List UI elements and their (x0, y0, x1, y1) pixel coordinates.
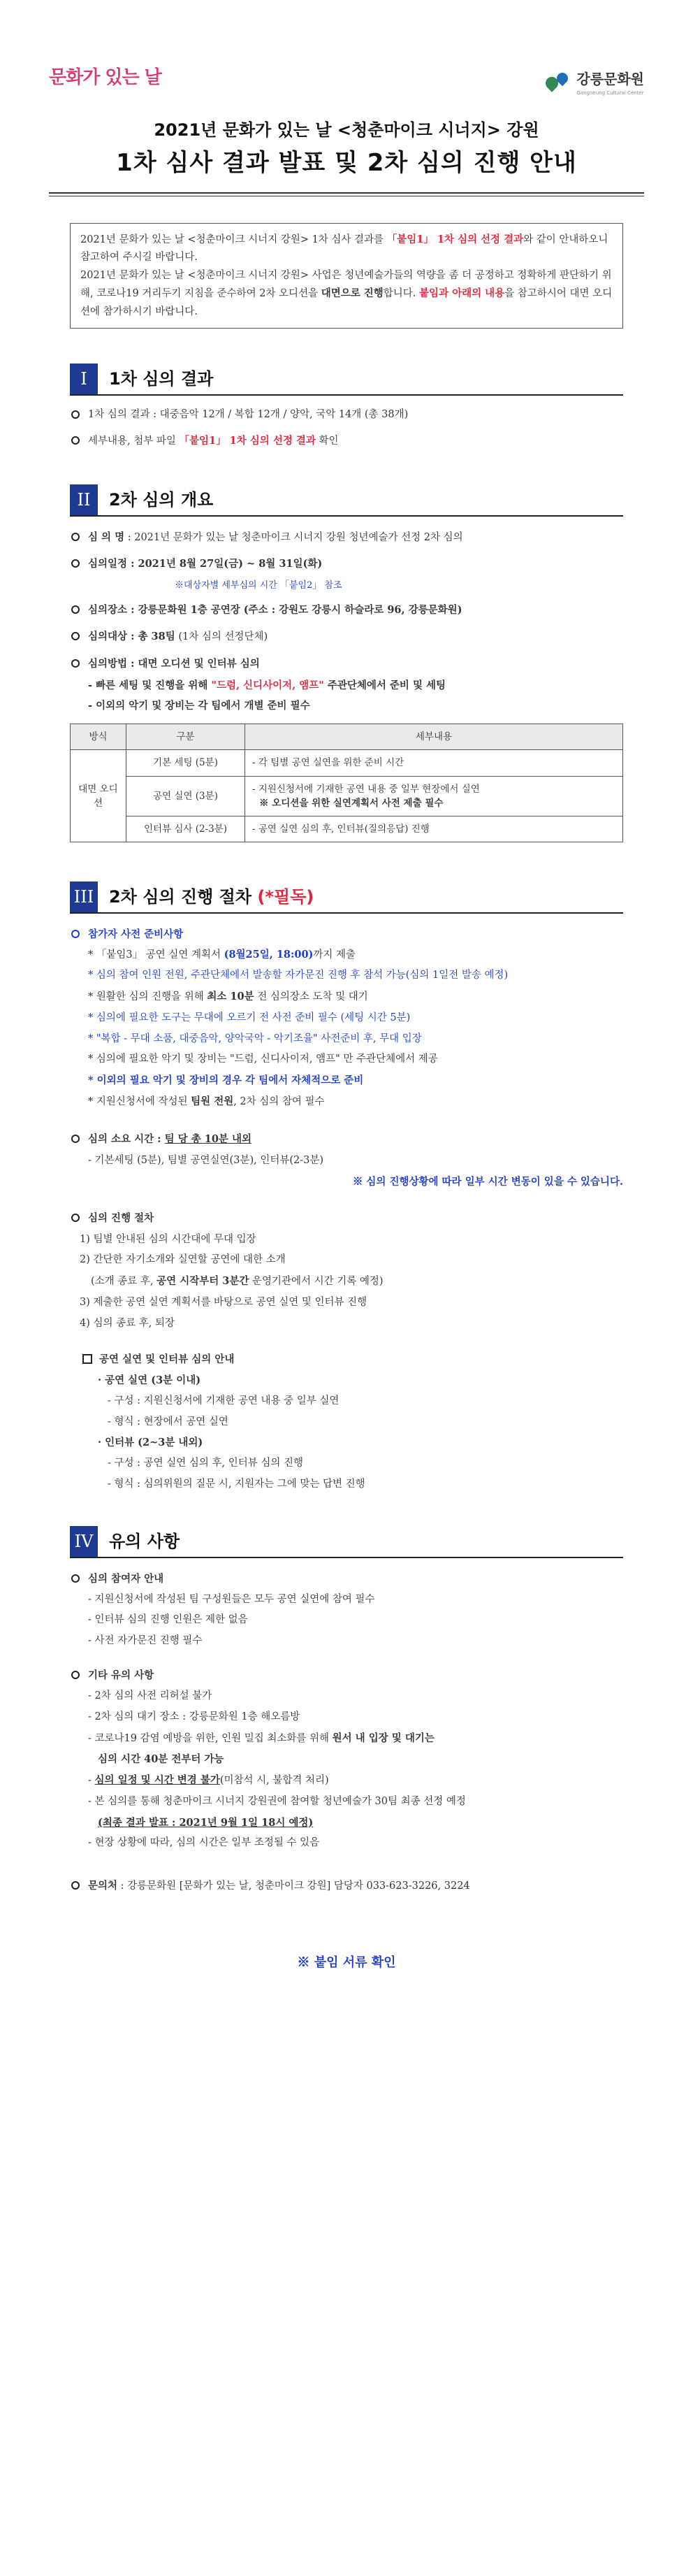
list-item: 1차 심의 결과 : 대중음악 12개 / 복합 12개 / 양악, 국악 14개 (총 38개) (70, 407, 623, 423)
attachment-note: ※ 붙임 서류 확인 (297, 1955, 396, 1971)
audition-table: 방식 구분 세부내용 대면 오디션 기본 세팅 (5분) - 각 팀별 공연 실연을 위한 준비 시간 공연 실연 (3분) - 지원신청서에 기재한 공연 내용 중 일부 현장에서 실연 ※ 오디션을 위한 실연계획서 사전 제출 필수 인터뷰 심사 (2-3분) - 공연 실연 심의 후, 인터뷰(질의응답) 진행 (70, 724, 623, 842)
divider (49, 192, 644, 194)
section-1-body (70, 407, 623, 449)
prep-item: * 원활한 심의 진행을 위해 최소 10분 전 심의장소 도착 및 대기 (88, 991, 368, 1003)
prep-item: * "복합 - 무대 소품, 대중음악, 양악국악 - 악기조율" 사전준비 후, 무대 입장 (88, 1032, 422, 1044)
circle-bullet-icon (71, 1214, 80, 1222)
section-header-1: I 1차 심의 결과 (70, 364, 623, 396)
list-item: 참가자 사전 준비사항 (70, 926, 623, 942)
list-item: 심의방법 : 대면 오디션 및 인터뷰 심의 (70, 656, 623, 672)
list-item: 심의대상 : 총 38팀 (1차 심의 선정단체) (70, 628, 623, 645)
guide-title: 공연 실연 및 인터뷰 심의 안내 (70, 1352, 623, 1367)
section-header-2: II 2차 심의 개요 (70, 484, 623, 517)
table-row: 인터뷰 심사 (2-3분) - 공연 실연 심의 후, 인터뷰(질의응답) 진행 (71, 816, 623, 842)
section-3-body: 참가자 사전 준비사항 * 「붙임3」 공연 실연 계획서 (8월25일, 18:00)까지 제출 * 심의 참여 인원 전원, 주관단체에서 발송할 자가문진 진행 후 참석 가능(심의 1일전 발송 예정) * 원활한 심의 진행을 위해 최소 10분 전 심의장소 도착 및 대기 * 심의에 필요한 도구는 무대에 오르기 전 사전 준비 필수 (세팅 시간 5분) * "복합 - 무대 소품, 대중음악, 양악국악 - 악기조율" 사전준비 후, 무대 입장 * 심의에 필요한 악기 및 장비는 "드럼, 신디사이저, 앰프" 만 주관단체에서 제공 * 이외의 필요 악기 및 장비의 경우 각 팀에서 자체적으로 준비 * 지원신청서에 작성된 팀원 전원, 2차 심의 참여 필수 심의 소요 시간 : 팀 당 총 10분 내외 - 기본세팅 (5분), 팀별 공연실연(3분), 인터뷰(2-3분) ※ 심의 진행상황에 따라 일부 시간 변동이 있을 수 있습니다. 심의 진행 절차 1) 팀별 안내된 심의 시간대에 무대 입장 2) 간단한 자기소개와 실연할 공연에 대한 소개 (소개 종료 후, 공연 시작부터 3분간 운영기관에서 시간 기록 예정) 3) 제출한 공연 실연 계획서를 바탕으로 공연 실연 및 인터뷰 진행 4) 심의 종료 후, 퇴장 공연 실연 및 인터뷰 심의 안내 · 공연 실연 (3분 이내) - 구성 : 지원신청서에 기재한 공연 내용 중 일부 실연 - 형식 : 현장에서 공연 실연 · 인터뷰 (2~3분 내외) - 구성 : 공연 실연 심의 후, 인터뷰 심의 진행 - 형식 : 심의위원의 질문 시, 지원자는 그에 맞는 답변 진행 (70, 926, 623, 1492)
circle-bullet-icon (71, 559, 80, 568)
circle-bullet-icon (71, 436, 80, 445)
circle-bullet-icon (71, 605, 80, 614)
method-detail: - 빠른 세팅 및 진행을 위해 "드럼, 신디사이저, 앰프" 주관단체에서 준비 및 세팅 (88, 679, 446, 691)
prep-item: * 심의에 필요한 악기 및 장비는 "드럼, 신디사이저, 앰프" 만 주관단체에서 제공 (88, 1053, 438, 1065)
culture-day-logo: 문화가 있는 날 (49, 67, 161, 88)
prep-item: * 「붙임3」 공연 실연 계획서 (8월25일, 18:00)까지 제출 (88, 948, 356, 960)
list-item: 세부내용, 첨부 파일 「붙임1」 1차 심의 선정 결과 확인 (70, 433, 623, 449)
section-4-body: 심의 참여자 안내 - 지원신청서에 작성된 팀 구성원들은 모두 공연 실연에 참여 필수 - 인터뷰 심의 진행 인원은 제한 없음 - 사전 자가문진 진행 필수 기타 유의 사항 - 2차 심의 사전 리허설 불가 - 2차 심의 대기 장소 : 강릉문화원 1층 해오름방 - 코로나19 감염 예방을 위한, 인원 밀집 최소화를 위해 원서 내 입장 및 대기는 심의 시간 40분 전부터 가능 - 심의 일정 및 시간 변경 불가(미참석 시, 불합격 처리) - 본 심의를 통해 청춘마이크 시너지 강원권에 참여할 청년예술가 30팀 최종 선정 예정 (최종 결과 발표 : 2021년 9월 1일 18시 예정) - 현장 상황에 따라, 심의 시간은 일부 조정될 수 있음 문의처 : 강릉문화원 [문화가 있는 날, 청춘마이크 강원] 담당자 033-623-3226, 3224 ※ 붙임 서류 확인 (70, 1571, 623, 1973)
contact-info: 문의처 : 강릉문화원 [문화가 있는 날, 청춘마이크 강원] 담당자 033-623-3226, 3224 (70, 1878, 623, 1894)
intro-box: 2021년 문화가 있는 날 <청춘마이크 시너지 강원> 1차 심사 결과를 「붙임1」 1차 심의 선정 결과와 같이 안내하오니 참고하여 주시길 바랍니다. 2021년 문화가 있는 날 <청춘마이크 시너지 강원> 사업은 청년예술가들의 역량을 좀 더 공정하고 정확하게 판단하기 위해, 코로나19 거리두기 지침을 준수하여 2차 오디션을 대면으로 진행합니다. 붙임과 아래의 내용을 참고하시어 대면 오디션에 참가하시기 바랍니다. (70, 223, 623, 329)
prep-item: * 이외의 필요 악기 및 장비의 경우 각 팀에서 자체적으로 준비 (88, 1074, 364, 1087)
logo-mark-icon (546, 73, 571, 92)
prep-item: * 지원신청서에 작성된 팀원 전원, 2차 심의 참여 필수 (88, 1095, 325, 1107)
time-note: ※ 심의 진행상황에 따라 일부 시간 변동이 있을 수 있습니다. (352, 1175, 623, 1188)
gangneung-culture-center-logo: 강릉문화원 Gangneung Cultural Center (546, 69, 644, 97)
list-item: 심 의 명 : 2021년 문화가 있는 날 청춘마이크 시너지 강원 청년예술가 선정 2차 심의 (70, 529, 623, 546)
page-title: 1차 심사 결과 발표 및 2차 심의 진행 안내 (116, 149, 577, 177)
circle-bullet-icon (71, 1135, 80, 1143)
section-header-4: IV 유의 사항 (70, 1526, 623, 1558)
circle-bullet-icon (71, 659, 80, 668)
circle-bullet-icon (71, 632, 80, 640)
section-header-3: III 2차 심의 진행 절차 (*필독) (70, 882, 623, 914)
list-item: 기타 유의 사항 (70, 1667, 623, 1683)
section-2-body (70, 529, 623, 842)
date-note: ※대상자별 세부심의 시간 「붙임2」 참조 (175, 580, 342, 591)
table-row: 대면 오디션 기본 세팅 (5분) - 각 팀별 공연 실연을 위한 준비 시간 (71, 750, 623, 776)
method-detail: - 이외의 악기 및 장비는 각 팀에서 개별 준비 필수 (88, 700, 310, 712)
circle-bullet-icon (71, 930, 80, 938)
list-item: 심의 소요 시간 : 팀 당 총 10분 내외 (70, 1131, 623, 1148)
list-item: 심의일정 : 2021년 8월 27일(금) ~ 8월 31일(화) (70, 556, 623, 573)
prep-item: * 심의 참여 인원 전원, 주관단체에서 발송할 자가문진 진행 후 참석 가능(심의 1일전 발송 예정) (88, 970, 509, 981)
circle-bullet-icon (71, 533, 80, 541)
title-block (49, 117, 644, 181)
circle-bullet-icon (71, 410, 80, 419)
table-row: 공연 실연 (3분) - 지원신청서에 기재한 공연 내용 중 일부 현장에서 실연 ※ 오디션을 위한 실연계획서 사전 제출 필수 (71, 776, 623, 816)
circle-bullet-icon (71, 1574, 80, 1583)
square-bullet-icon (82, 1354, 92, 1364)
header (0, 0, 693, 96)
list-item: 심의 진행 절차 (70, 1210, 623, 1226)
list-item: 심의 참여자 안내 (70, 1571, 623, 1587)
page-subtitle: 2021년 문화가 있는 날 <청춘마이크 시너지> 강원 (154, 120, 539, 140)
prep-item: * 심의에 필요한 도구는 무대에 오르기 전 사전 준비 필수 (세팅 시간 5분) (88, 1012, 411, 1023)
circle-bullet-icon (71, 1881, 80, 1890)
time-detail: - 기본세팅 (5분), 팀별 공연실연(3분), 인터뷰(2-3분) (88, 1154, 324, 1166)
list-item: 심의장소 : 강릉문화원 1층 공연장 (주소 : 강원도 강릉시 하슬라로 96, 강릉문화원) (70, 602, 623, 619)
circle-bullet-icon (71, 1671, 80, 1679)
